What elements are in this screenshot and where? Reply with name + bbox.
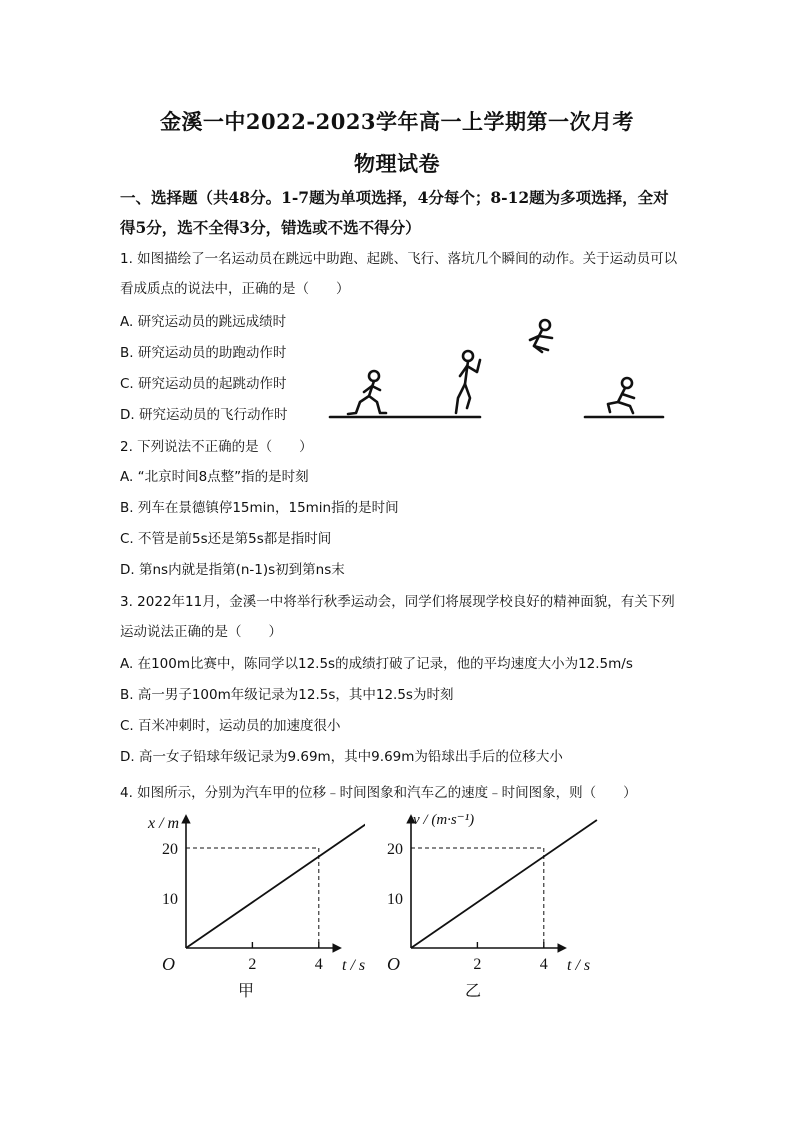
- y-tick-label-20: 20: [387, 841, 403, 858]
- y-tick-label-10: 10: [387, 891, 403, 908]
- question-3-option-c: C. 百米冲刺时，运动员的加速度很小: [120, 718, 341, 734]
- origin-label: O: [387, 954, 400, 974]
- y-axis-label: x / m: [148, 815, 180, 832]
- question-4-stem: 4. 如图所示，分别为汽车甲的位移﹣时间图象和汽车乙的速度﹣时间图象，则（ ）: [120, 785, 637, 801]
- caption-label: 乙: [465, 983, 482, 1000]
- x-tick-label-2: 2: [473, 956, 482, 973]
- question-3-option-b: B. 高一男子100m年级记录为12.5s，其中12.5s为时刻: [120, 687, 454, 703]
- x-axis-label: t / s: [567, 957, 591, 974]
- graph-jia: [140, 808, 365, 1008]
- y-axis-label: v / (m·s⁻¹): [413, 812, 475, 828]
- question-3-option-a: A. 在100m比赛中，陈同学以12.5s的成绩打破了记录，他的平均速度大小为12.5m/s: [120, 656, 633, 672]
- question-2-option-d: D. 第ns内就是指第(n-1)s初到第ns末: [120, 562, 345, 578]
- question-2-stem: 2. 下列说法不正确的是（ ）: [120, 439, 313, 455]
- exam-subject: 物理试卷: [354, 151, 440, 176]
- x-axis-label: t / s: [342, 957, 365, 974]
- runner-flight-figure: [530, 320, 552, 352]
- origin-label: O: [162, 954, 175, 974]
- question-1-option-a: A. 研究运动员的跳远成绩时: [120, 314, 287, 330]
- x-tick-label-2: 2: [248, 956, 257, 973]
- question-1-option-b: B. 研究运动员的助跑动作时: [120, 345, 287, 361]
- runner-takeoff-figure: [456, 351, 480, 413]
- exam-title: 金溪一中2022-2023学年高一上学期第一次月考: [159, 109, 635, 134]
- long-jump-figure: [320, 316, 670, 426]
- runner-landing-figure: [608, 378, 634, 413]
- question-1-option-c: C. 研究运动员的起跳动作时: [120, 376, 287, 392]
- x-tick-label-4: 4: [539, 956, 548, 973]
- series-line: [186, 820, 365, 948]
- y-tick-label-20: 20: [162, 841, 178, 858]
- question-3-stem: 3. 2022年11月，金溪一中将举行秋季运动会，同学们将展现学校良好的精神面貌，有关下列运动说法正确的是（ ）: [120, 594, 675, 640]
- question-3-option-d: D. 高一女子铅球年级记录为9.69m，其中9.69m为铅球出手后的位移大小: [120, 749, 563, 765]
- series-line: [411, 820, 597, 948]
- question-1-option-d: D. 研究运动员的飞行动作时: [120, 407, 288, 423]
- y-tick-label-10: 10: [162, 891, 178, 908]
- graph-yi: [365, 808, 605, 1008]
- question-2-option-a: A. “北京时间8点整”指的是时刻: [120, 469, 309, 485]
- question-1-stem: 1. 如图描绘了一名运动员在跳远中助跑、起跳、飞行、落坑几个瞬间的动作。关于运动员可以看成质点的说法中，正确的是（ ）: [120, 251, 678, 297]
- runner-run-up-figure: [348, 371, 386, 414]
- x-tick-label-4: 4: [314, 956, 323, 973]
- question-2-option-b: B. 列车在景德镇停15min，15min指的是时间: [120, 500, 399, 516]
- caption-label: 甲: [238, 983, 255, 1000]
- question-2-option-c: C. 不管是前5s还是第5s都是指时间: [120, 531, 332, 547]
- section-heading: 一、选择题（共48分。1-7题为单项选择，4分每个；8-12题为多项选择，全对得5分，选不全得3分，错选或不选不得分）: [120, 188, 669, 237]
